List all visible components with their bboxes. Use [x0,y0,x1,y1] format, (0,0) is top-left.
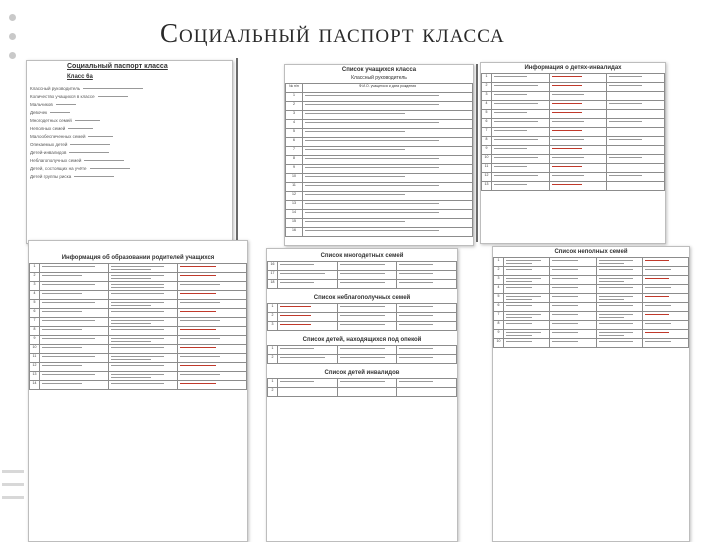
students-title: Список учащихся класса [341,67,417,73]
row-number: 10 [286,174,303,183]
passport-field: Неполных семей [30,125,66,131]
passport-class: Класс 6а [67,74,93,80]
row-number: 5 [482,110,492,119]
row-number: 10 [30,345,40,354]
passport-field: Детей, состоящих на учёте [30,165,87,171]
doc-parents-education [28,240,248,542]
students-header-num: № п/п [286,84,303,93]
incomplete-table [493,257,689,348]
doc-students-list [284,64,474,246]
row-number: 2 [268,355,278,364]
passport-title: Социальный паспорт класса [67,63,168,70]
disabled-table [481,73,665,191]
row-number: 1 [268,346,278,355]
row-number: 6 [286,138,303,147]
students-subtitle: Классный руководитель [351,75,407,81]
row-number: 11 [30,354,40,363]
doc-divider-line [476,64,478,242]
row-number: 11 [286,183,303,192]
row-number: 13 [482,182,492,191]
row-number: 9 [30,336,40,345]
disabled-title: Информация о детях-инвалидах [524,65,622,71]
row-number: 2 [268,313,278,322]
passport-field: Мальчиков [30,101,53,107]
passport-field: Многодетных семей [30,117,72,123]
parents-table [29,263,247,390]
students-header-name: Ф.И.О. учащегося и дата рождения [303,84,473,93]
row-number: 7 [494,312,504,321]
row-number: 6 [494,303,504,312]
row-number: 1 [494,258,504,267]
row-number: 1 [268,304,278,313]
row-number: 13 [30,372,40,381]
row-number: 3 [494,276,504,285]
passport-field: Классный руководитель [30,85,81,91]
row-number: 11 [482,164,492,173]
row-number: 3 [286,111,303,120]
row-number: 10 [482,155,492,164]
row-number: 4 [30,291,40,300]
doc-incomplete-families [492,246,690,542]
row-number: 7 [286,147,303,156]
row-number: 3 [482,92,492,101]
row-number: 1 [30,264,40,273]
slide-title: Социальный паспорт класса [160,18,505,48]
parents-title: Информация об образовании родителей учащихся [61,255,215,261]
row-number: 17 [268,271,278,280]
row-number: 4 [482,101,492,110]
passport-field: Детей-инвалидов [30,149,67,155]
passport-field: Неблагополучных семей [30,157,82,163]
row-number: 5 [494,294,504,303]
large-families-table [267,261,457,289]
row-number: 6 [30,309,40,318]
doc-disabled-info [480,62,666,244]
row-number: 6 [482,119,492,128]
row-number: 15 [286,219,303,228]
row-number: 7 [30,318,40,327]
row-number: 8 [286,156,303,165]
doc-class-passport [26,60,233,244]
invalid-children-title: Список детей инвалидов [324,370,400,376]
row-number: 4 [286,120,303,129]
slide-decoration-top [0,14,26,71]
row-number: 18 [268,280,278,289]
guardianship-title: Список детей, находящихся под опекой [302,337,422,343]
passport-field: Малообеспеченных семей [30,133,86,139]
doc-family-lists [266,248,458,542]
disadvantaged-table [267,303,457,331]
row-number: 9 [494,330,504,339]
doc-divider-line [236,58,238,248]
row-number: 9 [482,146,492,155]
row-number: 10 [494,339,504,348]
row-number: 16 [268,262,278,271]
row-number: 7 [482,128,492,137]
row-number: 9 [286,165,303,174]
row-number: 2 [286,102,303,111]
row-number: 5 [30,300,40,309]
guardianship-table [267,345,457,364]
disadvantaged-title: Список неблагополучных семей [313,295,411,301]
row-number: 8 [494,321,504,330]
passport-field: Детей группы риска [30,173,72,179]
slide-decoration-bottom [0,470,26,509]
row-number: 8 [30,327,40,336]
row-number: 2 [482,83,492,92]
large-families-title: Список многодетных семей [320,253,404,259]
row-number: 3 [268,322,278,331]
row-number: 2 [494,267,504,276]
row-number: 13 [286,201,303,210]
students-table [285,83,473,237]
incomplete-title: Список неполных семей [554,249,628,255]
row-number: 2 [30,273,40,282]
row-number: 12 [286,192,303,201]
row-number: 1 [286,93,303,102]
row-number: 14 [286,210,303,219]
passport-field: Количество учащихся в классе [30,93,95,99]
row-number: 2 [268,388,278,397]
row-number: 14 [30,381,40,390]
row-number: 8 [482,137,492,146]
row-number: 1 [268,379,278,388]
invalid-children-table [267,378,457,397]
row-number: 5 [286,129,303,138]
row-number: 4 [494,285,504,294]
row-number: 3 [30,282,40,291]
row-number: 16 [286,228,303,237]
row-number: 12 [30,363,40,372]
row-number: 1 [482,74,492,83]
passport-field: Опекаемых детей [30,141,68,147]
row-number: 12 [482,173,492,182]
passport-field: Девочек [30,109,48,115]
